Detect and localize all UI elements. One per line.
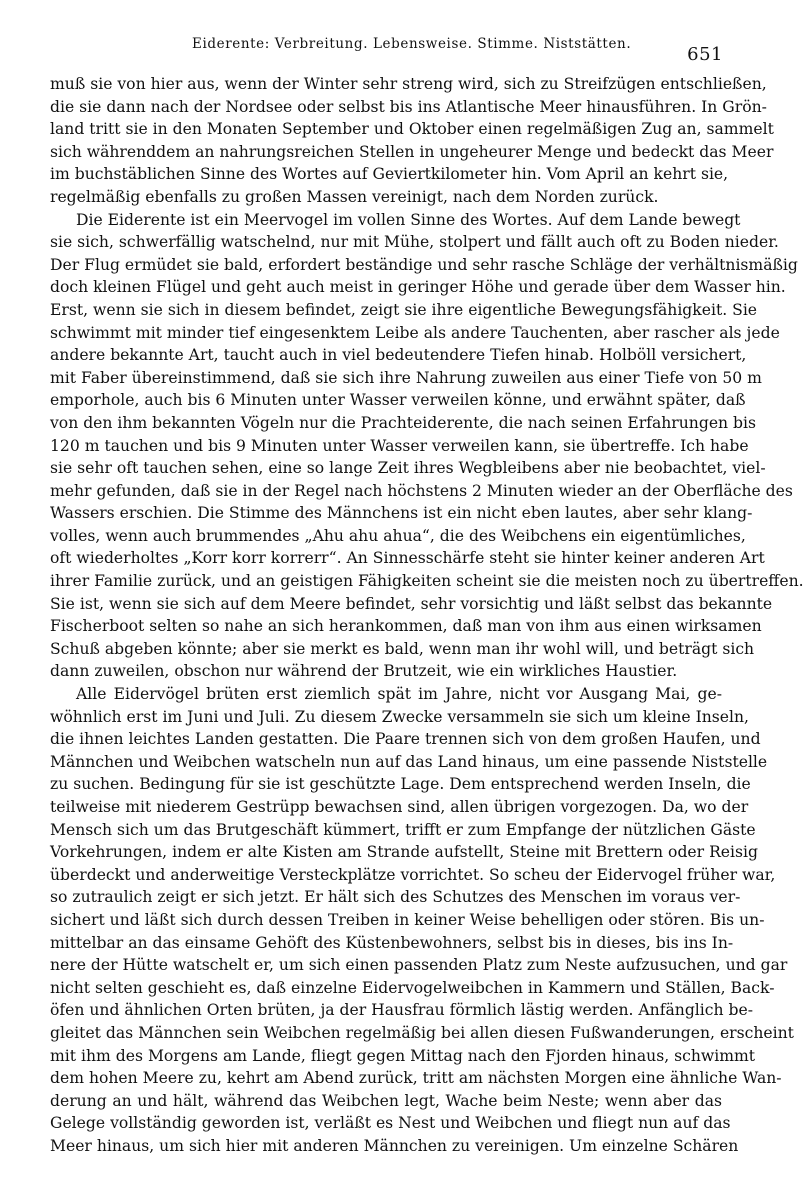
text-line: derung an und hält, während das Weibchen legt, Wache beim Neste; wenn aber das bbox=[50, 1091, 722, 1110]
page-header bbox=[50, 30, 723, 70]
text-line: 120 m tauchen und bis 9 Minuten unter Wasser verweilen kann, sie übertreffe. Ich habe bbox=[50, 436, 749, 455]
text-line: Die Eiderente ist ein Meervogel im vollen Sinne des Wortes. Auf dem Lande bewegt bbox=[76, 210, 741, 229]
text-line: sichert und läßt sich durch dessen Treiben in keiner Weise behelligen oder stören. Bis un- bbox=[50, 910, 765, 929]
text-line: dann zuweilen, obschon nur während der Brutzeit, wie ein wirkliches Haustier. bbox=[50, 662, 678, 681]
text-line: andere bekannte Art, taucht auch in viel bedeutendere Tiefen hinab. Holböll versichert, bbox=[50, 346, 747, 365]
text-line: Alle Eidervögel brüten erst ziemlich spät im Jahre, nicht vor Ausgang Mai, ge- bbox=[76, 685, 722, 704]
text-line: Gelege vollständig geworden ist, verläßt es Nest und Weibchen und fliegt nun auf das bbox=[50, 1114, 731, 1133]
text-line: von den ihm bekannten Vögeln nur die Prachteiderente, die nach seinen Erfahrungen bis bbox=[50, 413, 757, 432]
text-line: Der Flug ermüdet sie bald, erfordert beständige und sehr rasche Schläge der verhältnismäßig bbox=[50, 255, 798, 274]
text-line: sie sich, schwerfällig watschelnd, nur mit Mühe, stolpert und fällt auch oft zu Boden nieder. bbox=[50, 233, 779, 252]
text-line: so zutraulich zeigt er sich jetzt. Er hält sich des Schutzes des Menschen im voraus ver- bbox=[50, 888, 741, 907]
text-line: im buchstäblichen Sinne des Wortes auf Geviertkilometer hin. Vom April an kehrt sie, bbox=[50, 165, 729, 184]
text-line: emporhole, auch bis 6 Minuten unter Wasser verweilen könne, und erwähnt später, daß bbox=[50, 391, 746, 410]
text-line: dem hohen Meere zu, kehrt am Abend zurück, tritt am nächsten Morgen eine ähnliche Wan- bbox=[50, 1069, 782, 1088]
text-line: mittelbar an das einsame Gehöft des Küstenbewohners, selbst bis in dieses, bis ins In- bbox=[50, 933, 734, 952]
text-line: sie sehr oft tauchen sehen, eine so lange Zeit ihres Wegbleibens aber nie beobachtet, viel- bbox=[50, 459, 766, 478]
text-line: volles, wenn auch brummendes „Ahu ahu ahua“, die des Weibchens ein eigentümliches, bbox=[50, 526, 746, 545]
text-line: nere der Hütte watschelt er, um sich einen passenden Platz zum Neste aufzusuchen, und gar bbox=[50, 956, 788, 975]
text-line: wöhnlich erst im Juni und Juli. Zu diesem Zwecke versammeln sie sich um kleine Inseln, bbox=[50, 707, 750, 726]
text-line: ihrer Familie zurück, und an geistigen Fähigkeiten scheint sie die meisten noch zu übertreffen. bbox=[50, 572, 804, 591]
text-line: doch kleinen Flügel und geht auch meist in geringer Höhe und gerade über dem Wasser hin. bbox=[50, 278, 786, 297]
text-line: Meer hinaus, um sich hier mit anderen Männchen zu vereinigen. Um einzelne Schären bbox=[50, 1136, 739, 1155]
text-line: muß sie von hier aus, wenn der Winter sehr streng wird, sich zu Streifzügen entschließen, bbox=[50, 75, 767, 93]
paragraph bbox=[50, 209, 804, 683]
text-line: regelmäßig ebenfalls zu großen Massen vereinigt, nach dem Norden zurück. bbox=[50, 187, 659, 206]
text-line: mit ihm des Morgens am Lande, fliegt gegen Mittag nach den Fjorden hinaus, schwimmt bbox=[50, 1046, 756, 1065]
text-line: gleitet das Männchen sein Weibchen regelmäßig bei allen diesen Fußwanderungen, erscheint bbox=[50, 1023, 794, 1042]
text-line: überdeckt und anderweitige Versteckplätze vorrichtet. So scheu der Eidervogel früher war, bbox=[50, 865, 776, 884]
text-line: sich währenddem an nahrungsreichen Stellen in ungeheurer Menge und bedeckt das Meer bbox=[50, 142, 774, 161]
text-line: Wassers erschien. Die Stimme des Männchens ist ein nicht eben lautes, aber sehr klang- bbox=[50, 504, 753, 523]
text-line: mehr gefunden, daß sie in der Regel nach höchstens 2 Minuten wieder an der Oberfläche des bbox=[50, 481, 793, 500]
text-line: die ihnen leichtes Landen gestatten. Die Paare trennen sich von dem großen Haufen, und bbox=[50, 730, 761, 749]
text-line: Erst, wenn sie sich in diesem befindet, zeigt sie ihre eigentliche Bewegungsfähigkeit. Sie bbox=[50, 300, 758, 319]
text-line: oft wiederholtes „Korr korr korrerr“. An Sinnesschärfe steht sie hinter keiner anderen Art bbox=[50, 549, 765, 568]
text-line: Männchen und Weibchen watscheln nun auf das Land hinaus, um eine passende Niststelle bbox=[50, 752, 768, 771]
running-head: Eiderente: Verbreitung. Lebensweise. Stimme. Niststätten. bbox=[192, 36, 632, 52]
text-line: Vorkehrungen, indem er alte Kisten am Strande aufstellt, Steine mit Brettern oder Reisig bbox=[50, 843, 758, 862]
text-line: nicht selten geschieht es, daß einzelne Eidervogelweibchen in Kammern und Ställen, Back- bbox=[50, 978, 775, 997]
paragraph bbox=[50, 73, 774, 209]
body-text bbox=[50, 73, 804, 1158]
paragraph bbox=[50, 683, 794, 1157]
text-line: teilweise mit niederem Gestrüpp bewachsen sind, allen übrigen vorgezogen. Da, wo der bbox=[50, 798, 749, 816]
text-line: land tritt sie in den Monaten September und Oktober einen regelmäßigen Zug an, sammelt bbox=[50, 120, 774, 139]
text-line: die sie dann nach der Nordsee oder selbst bis ins Atlantische Meer hinausführen. In Grön- bbox=[50, 97, 767, 116]
text-line: Schuß abgeben könnte; aber sie merkt es bald, wenn man ihr wohl will, und beträgt sich bbox=[50, 639, 755, 658]
text-line: zu suchen. Bedingung für sie ist geschützte Lage. Dem entsprechend werden Inseln, die bbox=[50, 775, 751, 794]
text-line: schwimmt mit minder tief eingesenktem Leibe als andere Tauchenten, aber rascher als jede bbox=[50, 323, 780, 342]
text-line: öfen und ähnlichen Orten brüten, ja der Hausfrau förmlich lästig werden. Anfänglich be- bbox=[50, 1001, 753, 1020]
text-line: mit Faber übereinstimmend, daß sie sich ihre Nahrung zuweilen aus einer Tiefe von 50 m bbox=[50, 368, 762, 387]
text-line: Fischerboot selten so nahe an sich herankommen, daß man von ihm aus einen wirksamen bbox=[50, 617, 762, 636]
text-line: Sie ist, wenn sie sich auf dem Meere befindet, sehr vorsichtig und läßt selbst das bekannte bbox=[50, 594, 773, 613]
text-line: Mensch sich um das Brutgeschäft kümmert, trifft er zum Empfange der nützlichen Gäste bbox=[50, 820, 756, 839]
page-number: 651 bbox=[687, 44, 723, 65]
